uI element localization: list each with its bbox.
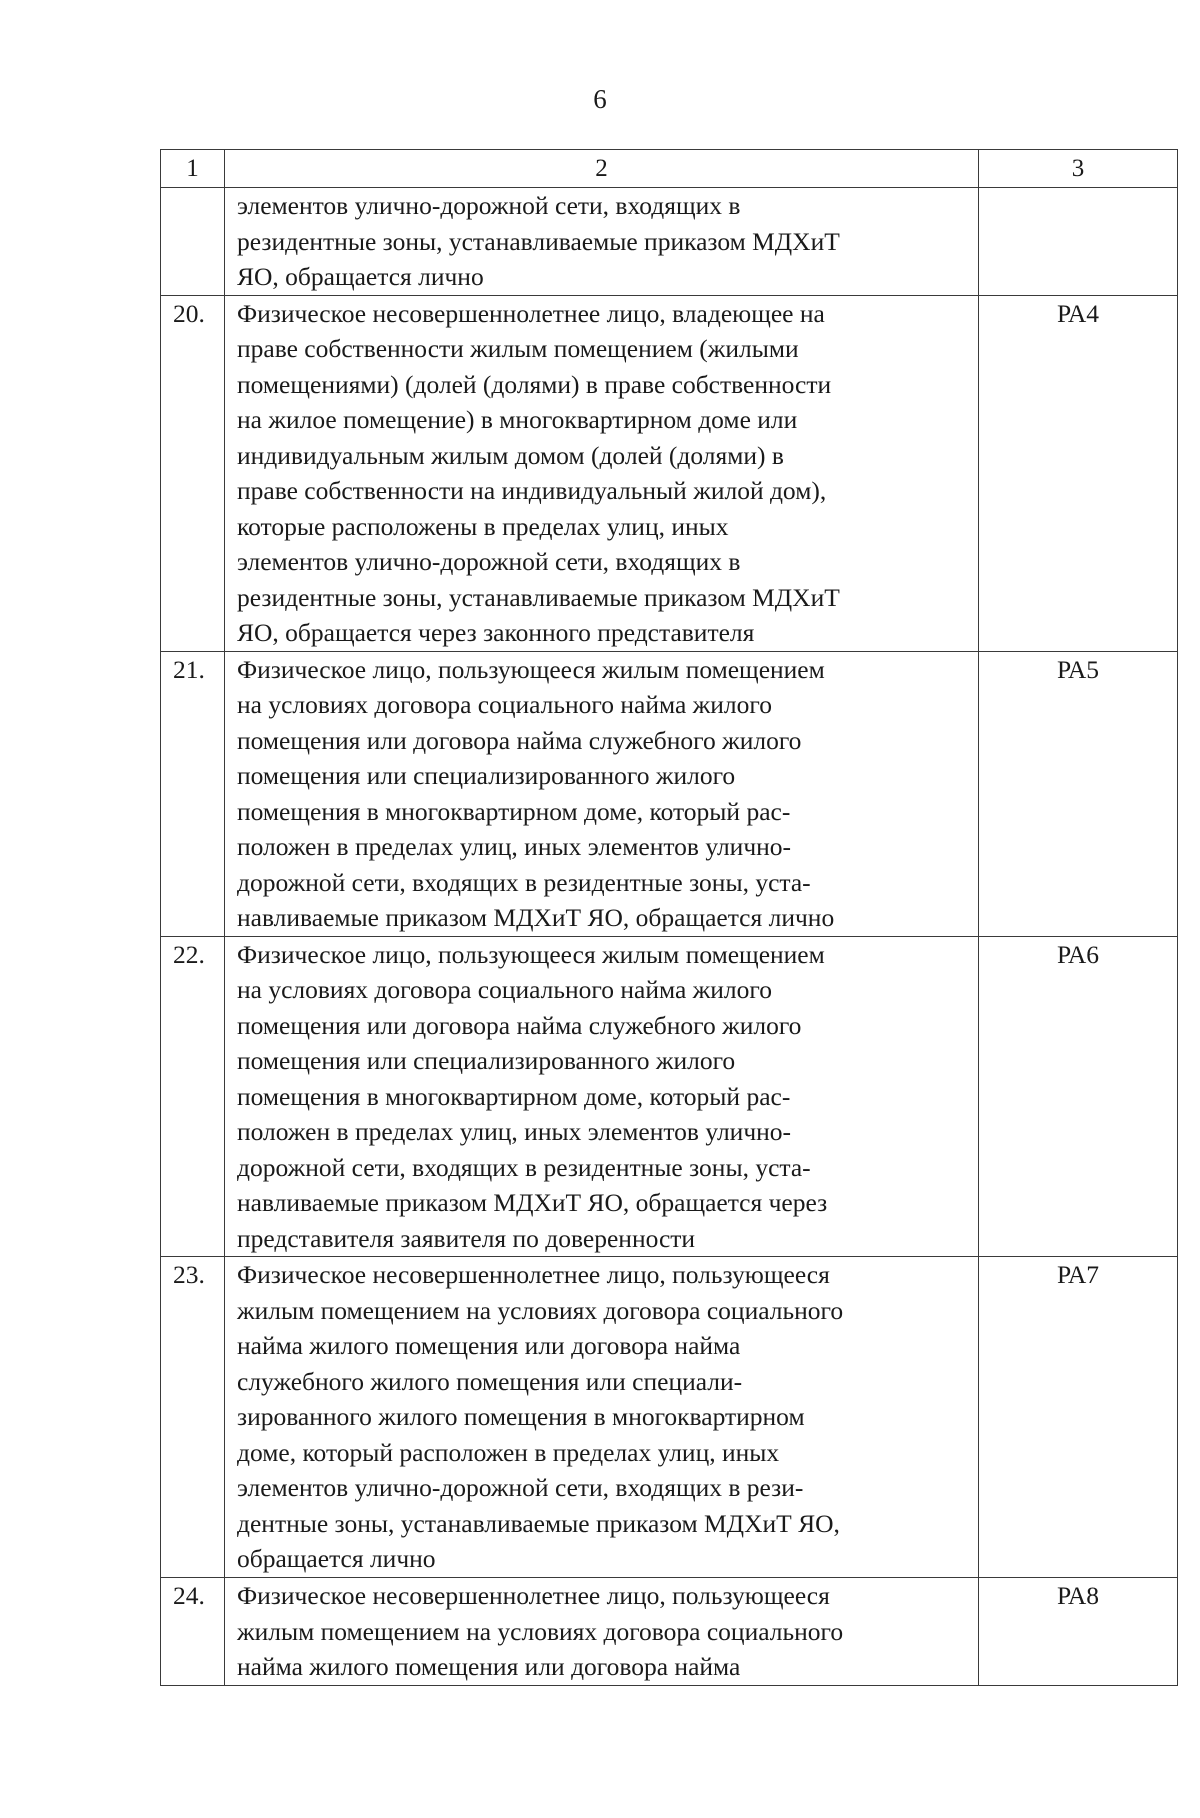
description-line: дорожной сети, входящих в резидентные зоны, уста- [237,867,811,897]
description-line: на условиях договора социального найма жилого [237,690,772,719]
description-line: праве собственности на индивидуальный жилой дом), [237,476,827,505]
description-line: доме, который расположен в пределах улиц, иных [237,1437,780,1467]
row-number-cell [161,188,225,296]
row-number-cell: 20. [161,295,225,651]
description-line: ЯО, обращается через законного представителя [237,618,755,647]
table-row [161,295,1178,651]
header-cell-3: 3 [979,150,1178,188]
description-line: Физическое несовершеннолетнее лицо, пользующееся [237,1581,830,1610]
description-line: ЯО, обращается лично [237,262,484,291]
description-line: элементов улично-дорожной сети, входящих в [237,191,741,220]
description-line: элементов улично-дорожной сети, входящих в [237,547,741,576]
row-code-cell: РА4 [979,295,1178,651]
description-line: дентные зоны, устанавливаемые приказом МДХиТ ЯО, [237,1508,840,1538]
description-line: представителя заявителя по доверенности [237,1223,696,1253]
header-cell-1: 1 [161,150,225,188]
row-description-cell [225,188,979,296]
description-line: дорожной сети, входящих в резидентные зоны, уста- [237,1152,811,1182]
description-line: Физическое лицо, пользующееся жилым помещением [237,939,825,969]
description-line: Физическое несовершеннолетнее лицо, владеющее на [237,298,825,328]
row-number-cell: 23. [161,1257,225,1578]
row-code-cell [979,188,1178,296]
description-line: Физическое лицо, пользующееся жилым помещением [237,654,825,684]
description-line: праве собственности жилым помещением (жилыми [237,334,799,363]
description-line: жилым помещением на условиях договора социального [237,1616,844,1646]
description-line: навливаемые приказом МДХиТ ЯО, обращается через [237,1188,828,1217]
row-number-cell: 21. [161,651,225,936]
row-code-cell: РА6 [979,936,1178,1257]
description-line: помещения в многоквартирном доме, который рас- [237,796,791,826]
row-description-cell [225,295,979,651]
description-line: на жилое помещение) в многоквартирном доме или [237,405,798,434]
description-line: положен в пределах улиц, иных элементов улично- [237,832,792,861]
row-description-cell [225,936,979,1257]
table-row [161,1257,1178,1578]
table-row [161,936,1178,1257]
description-line: помещения или договора найма служебного жилого [237,725,802,755]
table-row [161,1578,1178,1686]
description-line: обращается лично [237,1544,436,1573]
description-line: жилым помещением на условиях договора социального [237,1295,844,1325]
row-description-cell [225,1578,979,1686]
row-number-cell: 22. [161,936,225,1257]
description-line: помещения или специализированного жилого [237,761,736,790]
header-cell-2: 2 [225,150,979,188]
description-line: Физическое несовершеннолетнее лицо, пользующееся [237,1260,830,1289]
description-line: навливаемые приказом МДХиТ ЯО, обращается лично [237,903,835,932]
description-line: помещения или договора найма служебного жилого [237,1010,802,1040]
row-number-cell: 24. [161,1578,225,1686]
description-line: найма жилого помещения или договора найма [237,1652,741,1681]
description-line: элементов улично-дорожной сети, входящих в рези- [237,1473,804,1502]
description-line: зированного жилого помещения в многоквартирном [237,1402,805,1431]
table-row-continuation [161,188,1178,296]
document-table [160,149,1178,1686]
description-line: помещения или специализированного жилого [237,1046,736,1075]
description-line: служебного жилого помещения или специали- [237,1366,743,1396]
table-header-row [161,150,1178,188]
row-code-cell: РА7 [979,1257,1178,1578]
row-description-cell [225,1257,979,1578]
description-line: помещениями) (долей (долями) в праве собственности [237,369,832,399]
description-line: на условиях договора социального найма жилого [237,975,772,1004]
description-line: резидентные зоны, устанавливаемые приказом МДХиТ [237,582,840,612]
description-line: помещения в многоквартирном доме, который рас- [237,1081,791,1111]
description-line: положен в пределах улиц, иных элементов улично- [237,1117,792,1146]
description-line: найма жилого помещения или договора найма [237,1331,741,1360]
table-row [161,651,1178,936]
row-description-cell [225,651,979,936]
row-code-cell: РА5 [979,651,1178,936]
description-line: которые расположены в пределах улиц, иных [237,511,729,541]
description-line: индивидуальным жилым домом (долей (долями) в [237,440,784,470]
row-code-cell: РА8 [979,1578,1178,1686]
description-line: резидентные зоны, устанавливаемые приказом МДХиТ [237,226,840,256]
page-number: 6 [593,84,607,114]
